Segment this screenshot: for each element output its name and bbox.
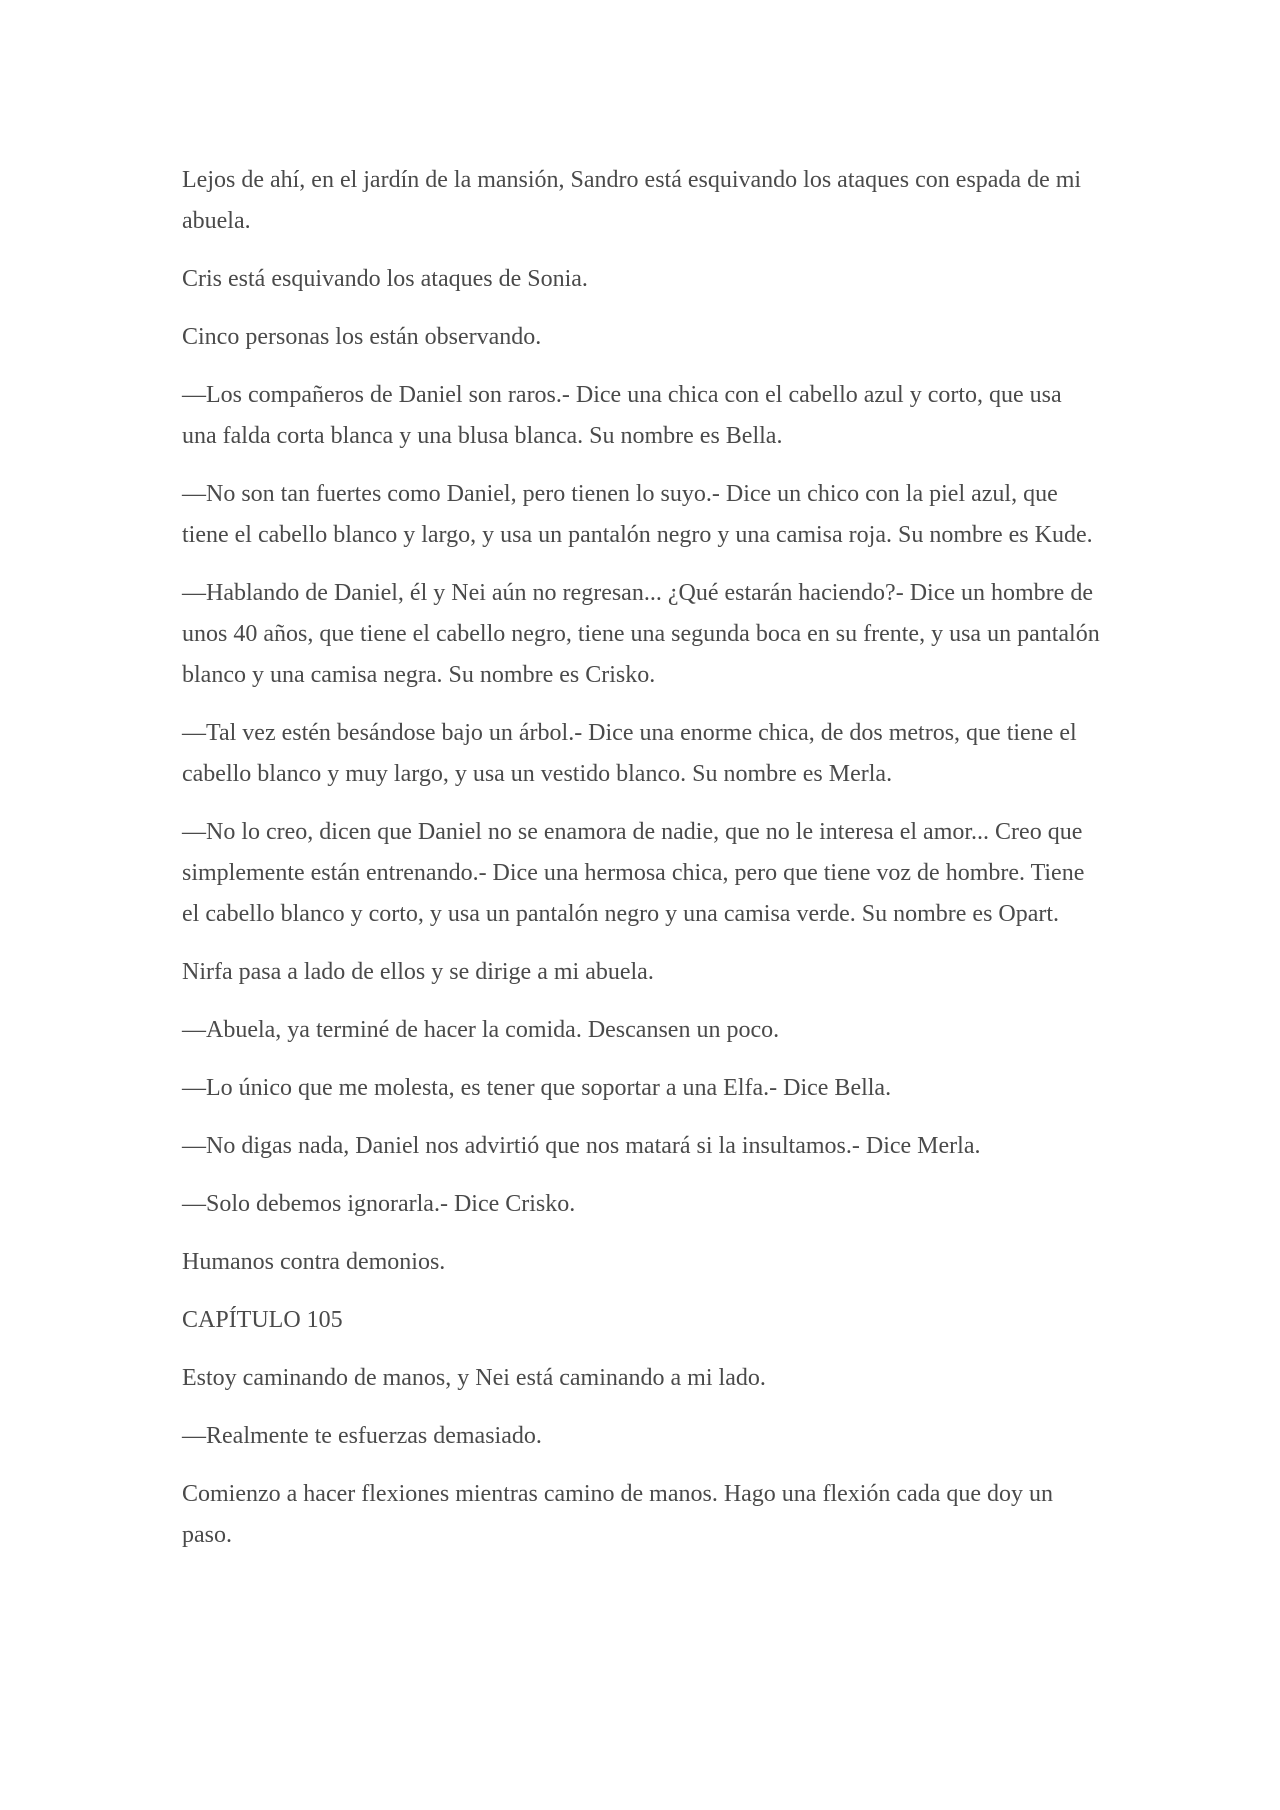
paragraph: —Solo debemos ignorarla.- Dice Crisko. <box>182 1191 576 1217</box>
paragraph: Humanos contra demonios. <box>182 1249 446 1275</box>
paragraph: —No lo creo, dicen que Daniel no se enamora de nadie, que no le interesa el amor... Creo que simplemente están entrenando.- Dice una hermosa chica, pero que tiene voz de hombre. Tiene el cabello blanco y corto, y usa un pantalón negro y una camisa verde. Su nombre es Opart. <box>182 819 1085 927</box>
paragraph: Cris está esquivando los ataques de Sonia. <box>182 266 588 292</box>
paragraph: Nirfa pasa a lado de ellos y se dirige a mi abuela. <box>182 959 654 985</box>
paragraph: Cinco personas los están observando. <box>182 324 542 350</box>
paragraph: Lejos de ahí, en el jardín de la mansión, Sandro está esquivando los ataques con espada de mi abuela. <box>182 167 1082 234</box>
paragraph: —Abuela, ya terminé de hacer la comida. Descansen un poco. <box>182 1017 780 1043</box>
paragraph: —No son tan fuertes como Daniel, pero tienen lo suyo.- Dice un chico con la piel azul, que tiene el cabello blanco y largo, y usa un pantalón negro y una camisa roja. Su nombre es Kude. <box>182 481 1093 548</box>
paragraph: —Hablando de Daniel, él y Nei aún no regresan... ¿Qué estarán haciendo?- Dice un hombre de unos 40 años, que tiene el cabello negro, tiene una segunda boca en su frente, y usa un pantalón blanco y una camisa negra. Su nombre es Crisko. <box>182 580 1100 688</box>
paragraph: —No digas nada, Daniel nos advirtió que nos matará si la insultamos.- Dice Merla. <box>182 1133 981 1159</box>
paragraph: —Lo único que me molesta, es tener que soportar a una Elfa.- Dice Bella. <box>182 1075 892 1101</box>
paragraph: —Los compañeros de Daniel son raros.- Dice una chica con el cabello azul y corto, que usa una falda corta blanca y una blusa blanca. Su nombre es Bella. <box>182 382 1062 449</box>
paragraph: Comienzo a hacer flexiones mientras camino de manos. Hago una flexión cada que doy un paso. <box>182 1481 1054 1548</box>
paragraph: —Tal vez estén besándose bajo un árbol.- Dice una enorme chica, de dos metros, que tiene el cabello blanco y muy largo, y usa un vestido blanco. Su nombre es Merla. <box>182 720 1077 787</box>
document-page <box>182 160 1102 1573</box>
paragraph: —Realmente te esfuerzas demasiado. <box>182 1423 542 1449</box>
paragraph: Estoy caminando de manos, y Nei está caminando a mi lado. <box>182 1365 766 1391</box>
chapter-heading: CAPÍTULO 105 <box>182 1307 343 1333</box>
